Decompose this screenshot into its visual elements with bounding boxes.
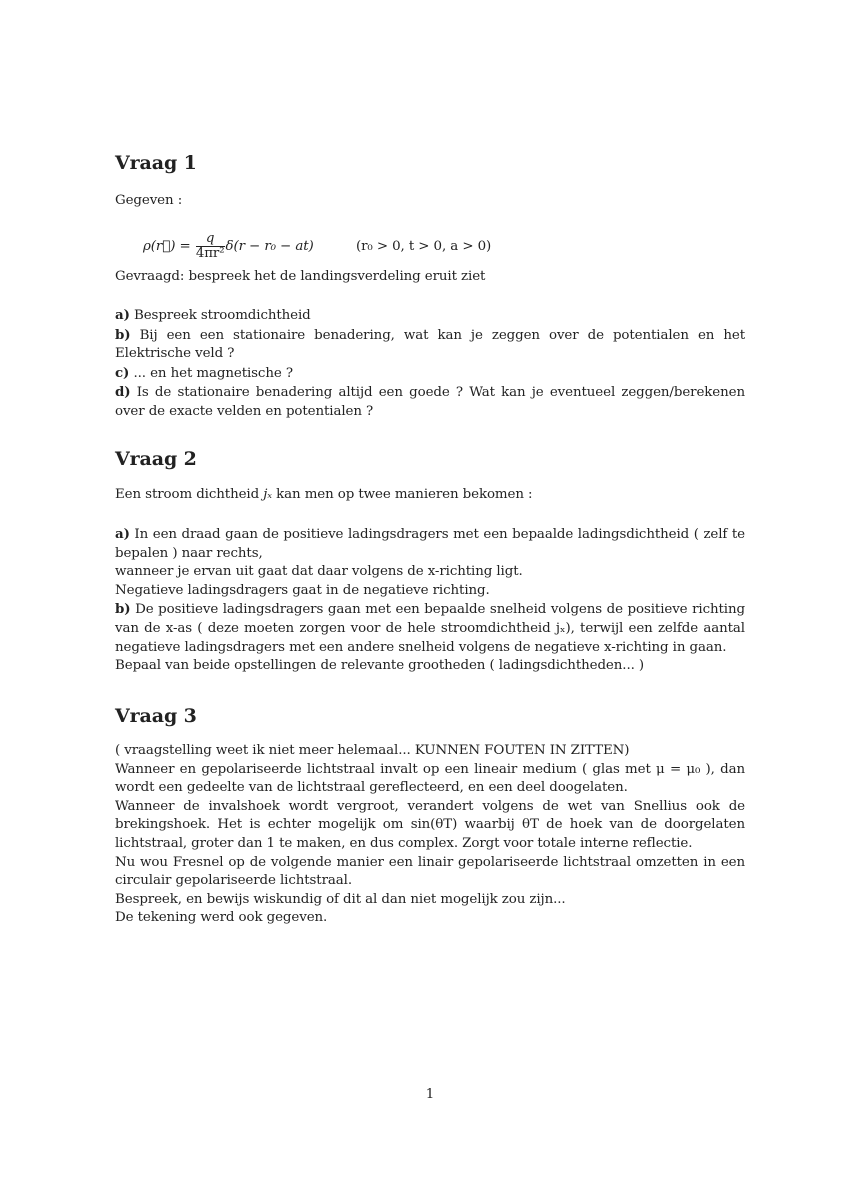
- list-item: b) De positieve ladingsdragers gaan met een bepaalde snelheid volgens de positieve richting van de x-as ( deze moeten zorgen voor de hele stroomdichtheid jₓ), terwijl een zelfde aantal negatieve ladingsdragers met een andere snelheid volgens de negatieve x-richting in gaan.: [115, 601, 745, 655]
- formula-denominator: 4πr²: [195, 246, 225, 261]
- vraag2-body: [115, 525, 745, 676]
- text-line: Nu wou Fresnel op de volgende manier een linair gepolariseerde lichtstraal omzetten in een circulair gepolariseerde lichtstraal.: [115, 854, 745, 889]
- list-item: a) Bespreek stroomdichtheid: [115, 307, 311, 323]
- text-line: Bespreek, en bewijs wiskundig of dit al dan niet mogelijk zou zijn...: [115, 891, 566, 907]
- charge-density-formula: [143, 222, 703, 261]
- text-line: Wanneer en gepolariseerde lichtstraal invalt op een lineair medium ( glas met μ = μ₀ ), dan wordt een gedeelte van de lichtstraal gereflecteerd, en een deel doogelaten.: [115, 761, 745, 796]
- formula-fraction: [196, 232, 225, 261]
- text-line: ( vraagstelling weet ik niet meer helemaal... KUNNEN FOUTEN IN ZITTEN): [115, 743, 630, 758]
- given-label: Gegeven :: [115, 193, 183, 208]
- list-item: a) In een draad gaan de positieve ladingsdragers met een bepaalde ladingsdichtheid ( zelf te bepalen ) naar rechts,: [115, 526, 745, 561]
- current-density-symbol: jₓ: [263, 487, 272, 502]
- vraag3-body: [115, 742, 745, 928]
- formula-numerator: q: [196, 232, 225, 247]
- formula-lhs: ρ(r⃗) =: [143, 239, 191, 254]
- text-line: Wanneer de invalshoek wordt vergroot, verandert volgens de wet van Snellius ook de brekingshoek. Het is echter mogelijk om sin(θT) waarbij θT de hoek van de doorgelaten lichtstraal, groter dan 1 te maken, en dus complex. Zorgt voor totale interne reflectie.: [115, 798, 745, 851]
- formula-rhs: δ(r − r₀ − at): [225, 239, 314, 254]
- vraag2-heading: Vraag 2: [115, 448, 197, 470]
- text-line: Bepaal van beide opstellingen de relevante grootheden ( ladingsdichtheden... ): [115, 658, 645, 674]
- page-number: 1: [425, 1087, 435, 1102]
- text-line: De tekening werd ook gegeven.: [115, 910, 328, 926]
- vraag2-intro: Een stroom dichtheid jₓ kan men op twee manieren bekomen :: [115, 487, 533, 502]
- asked-text: Gevraagd: bespreek het de landingsverdeling eruit ziet: [115, 269, 486, 284]
- vraag1-items: [115, 306, 745, 422]
- text-line: Negatieve ladingsdragers gaat in de negatieve richting.: [115, 582, 490, 598]
- vraag1-heading: Vraag 1: [115, 152, 197, 174]
- vraag3-heading: Vraag 3: [115, 705, 197, 727]
- list-item: c) ... en het magnetische ?: [115, 364, 293, 381]
- text-line: wanneer je ervan uit gaat dat daar volgens de x-richting ligt.: [115, 564, 523, 580]
- formula-conditions: (r₀ > 0, t > 0, a > 0): [355, 239, 492, 254]
- list-item: b) Bij een een stationaire benadering, wat kan je zeggen over de potentialen en het Elektrische veld ?: [115, 326, 745, 362]
- list-item: d) Is de stationaire benadering altijd een goede ? Wat kan je eventueel zeggen/berekenen over de exacte velden en potentialen ?: [115, 384, 745, 419]
